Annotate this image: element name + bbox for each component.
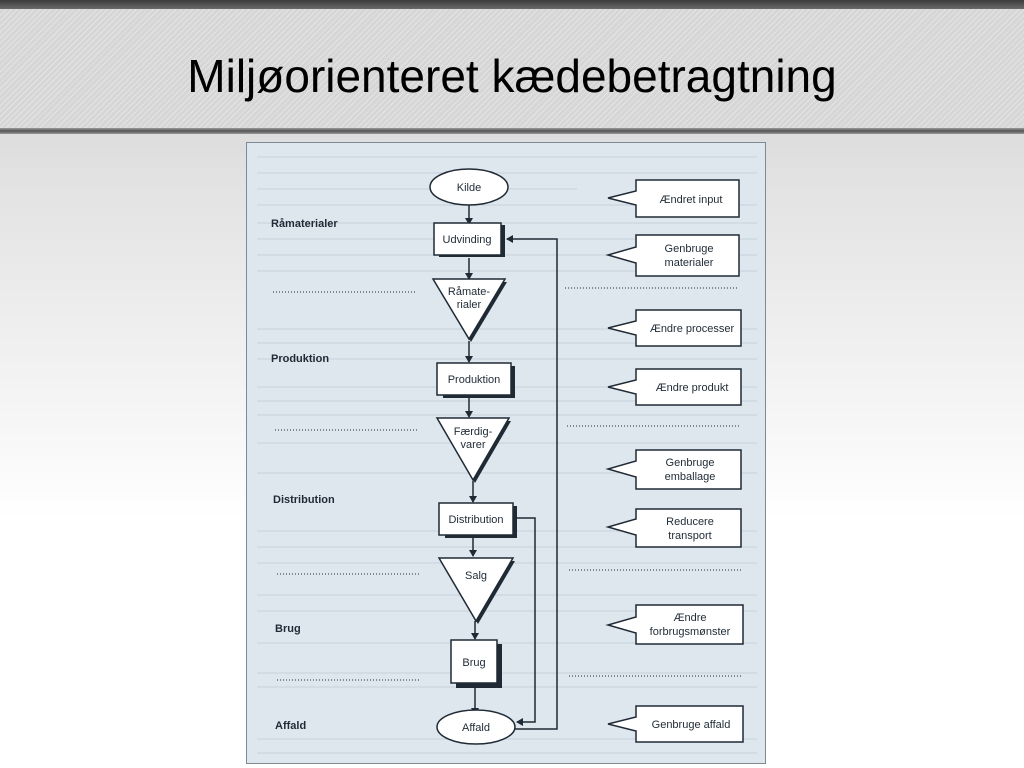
node-brug — [451, 640, 502, 688]
chain-diagram — [246, 142, 766, 764]
node-distribution-label: Distribution — [448, 514, 504, 526]
node-brug-label: Brug — [462, 657, 486, 669]
callout-genbruge-affald — [608, 706, 743, 742]
diagram-canvas — [247, 143, 766, 764]
node-kilde-label: Kilde — [456, 182, 482, 194]
callout-reducere-transport-line1: Reducere — [666, 516, 714, 528]
node-salg-label: Salg — [464, 570, 488, 582]
stage-label-affald: Affald — [275, 720, 307, 732]
callout-aendre-forbrugsmoenster-line1: Ændre — [673, 612, 707, 624]
node-produktion-label: Produktion — [447, 374, 501, 386]
callout-genbruge-materialer-line2: materialer — [664, 257, 714, 269]
stage-label-produktion: Produktion — [271, 353, 330, 365]
callout-aendre-processer-label: Ændre processer — [649, 323, 735, 335]
node-faerdigvarer-label-line2: varer — [460, 439, 486, 451]
node-raamaterialer — [433, 279, 507, 342]
callout-aendre-forbrugsmoenster-line2: forbrugsmønster — [649, 626, 731, 638]
callout-reducere-transport — [608, 509, 741, 547]
callout-aendre-processer — [608, 310, 741, 346]
node-affald — [437, 710, 515, 744]
callout-genbruge-emballage-line2: emballage — [664, 471, 716, 483]
node-faerdigvarer-label-line1: Færdig- — [453, 426, 493, 438]
callout-aendre-produkt — [608, 369, 741, 405]
stage-label-raamaterialer: Råmaterialer — [271, 218, 338, 230]
callout-genbruge-materialer — [608, 235, 739, 276]
node-udvinding — [434, 223, 505, 257]
recycle-loop-arrow — [507, 239, 557, 729]
node-kilde — [430, 169, 508, 205]
node-raamaterialer-label-line1: Råmate- — [447, 286, 491, 298]
callout-aendre-produkt-label: Ændre produkt — [655, 382, 729, 394]
stage-label-brug: Brug — [275, 623, 301, 635]
node-salg — [439, 558, 515, 624]
slide-title: Miljøorienteret kædebetragtning — [187, 50, 837, 102]
node-udvinding-label: Udvinding — [442, 234, 492, 246]
node-raamaterialer-label-line2: rialer — [456, 299, 482, 311]
callout-genbruge-emballage-line1: Genbruge — [665, 457, 715, 469]
node-produktion — [437, 363, 515, 398]
callout-aendret-input — [608, 180, 739, 217]
node-affald-label: Affald — [462, 722, 490, 734]
callout-genbruge-materialer-line1: Genbruge — [664, 243, 714, 255]
callout-reducere-transport-line2: transport — [668, 530, 712, 542]
top-bar — [0, 0, 1024, 9]
header-divider — [0, 128, 1024, 134]
node-distribution — [439, 503, 517, 538]
callout-genbruge-affald-label: Genbruge affald — [651, 719, 731, 731]
left-separators — [273, 292, 419, 680]
stage-label-distribution: Distribution — [273, 494, 335, 506]
callout-aendret-input-label: Ændret input — [659, 194, 723, 206]
callout-genbruge-emballage — [608, 450, 741, 489]
distribution-waste-arrow — [513, 518, 535, 722]
